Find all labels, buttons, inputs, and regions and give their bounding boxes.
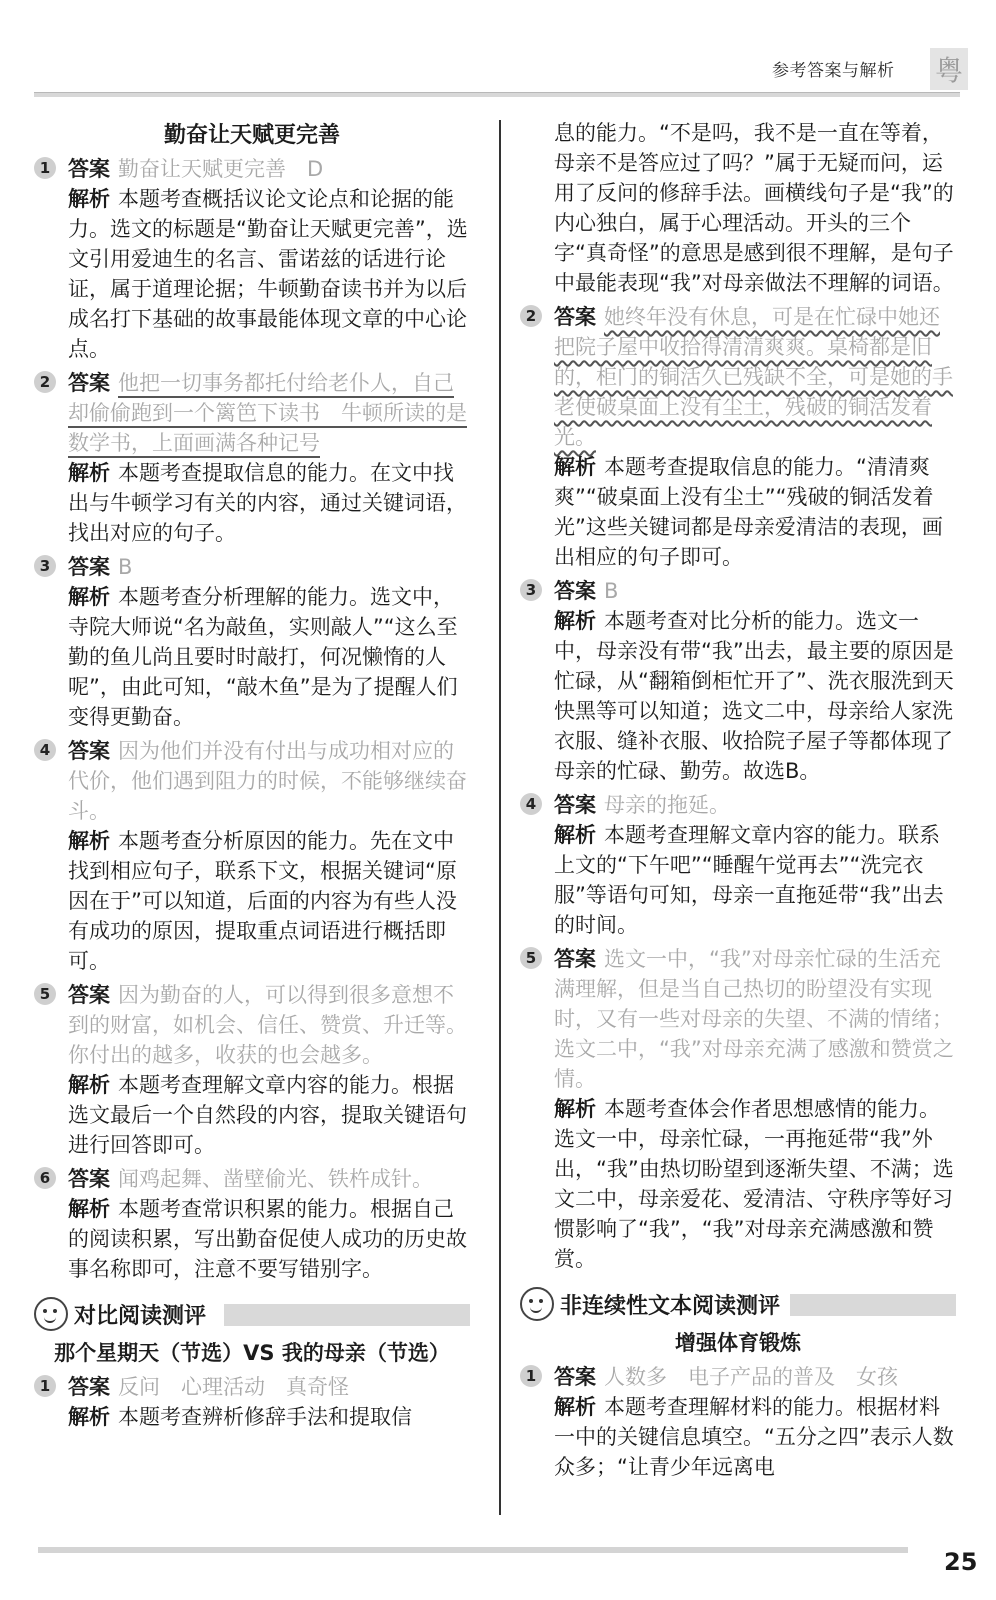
section-banner [520, 1284, 956, 1324]
explanation-label: 解析 [68, 829, 110, 853]
question-item [34, 552, 470, 732]
explanation-text: 本题考查常识积累的能力。根据自己的阅读积累，写出勤奋促使人成功的历史故事名称即可，注意不要写错别字。 [68, 1197, 467, 1281]
question-number: 5 [34, 983, 56, 1005]
answer-label: 答案 [68, 157, 110, 181]
answer-text: 他把一切事务都托付给老仆人，自己却偷偷跑到一个篱笆下读书 牛顿所读的是数学书，上面画满各种记号 [68, 371, 467, 455]
right-column [520, 118, 956, 1482]
header-title: 参考答案与解析 [772, 61, 895, 81]
header-rule [34, 92, 960, 97]
answer-text: 因为他们并没有付出与成功相对应的代价，他们遇到阻力的时候，不能够继续奋斗。 [68, 739, 467, 823]
explanation-text: 本题考查理解文章内容的能力。联系上文的“下午吧”“睡醒午觉再去”“洗完衣服”等语句可知，母亲一直拖延带“我”出去的时间。 [554, 823, 944, 937]
answer-label: 答案 [68, 555, 110, 579]
answer-label: 答案 [68, 739, 110, 763]
article-subtitle: 那个星期天（节选）VS 我的母亲（节选） [54, 1341, 450, 1365]
left-column [34, 118, 470, 1432]
column-divider [499, 120, 501, 1515]
explanation-label: 解析 [554, 1097, 596, 1121]
explanation-label: 解析 [68, 461, 110, 485]
question-number: 1 [34, 157, 56, 179]
answer-label: 答案 [68, 983, 110, 1007]
banner-title: 非连续性文本阅读测评 [560, 1289, 788, 1320]
explanation-label: 解析 [554, 455, 596, 479]
explanation-label: 解析 [68, 187, 110, 211]
question-item [520, 790, 956, 940]
reader-face-icon [520, 1287, 554, 1321]
footer-rule [38, 1547, 908, 1553]
explanation-text: 本题考查分析理解的能力。选文中，寺院大师说“名为敲鱼，实则敲人”“这么至勤的鱼儿尚且要时时敲打，何况懒惰的人呢”，由此可知，“敲木鱼”是为了提醒人们变得更勤奋。 [68, 585, 458, 729]
answer-label: 答案 [554, 947, 596, 971]
question-number: 2 [34, 371, 56, 393]
explanation-text: 息的能力。“不是吗，我不是一直在等着，母亲不是答应过了吗？”属于无疑而问，运用了反问的修辞手法。画横线句子是“我”的内心独白，属于心理活动。开头的三个字“真奇怪”的意思是感到很不理解，是句子中最能表现“我”对母亲做法不理解的词语。 [554, 121, 954, 295]
page-number: 25 [944, 1548, 978, 1576]
question-item [34, 1164, 470, 1284]
question-item [34, 1372, 470, 1432]
section-banner [34, 1294, 470, 1334]
answer-text: B [604, 579, 619, 603]
section-title: 勤奋让天赋更完善 [163, 123, 340, 148]
explanation-label: 解析 [554, 1395, 596, 1419]
question-item [34, 368, 470, 548]
question-item [34, 154, 470, 364]
explanation-text: 本题考查对比分析的能力。选文一中，母亲没有带“我”出去，最主要的原因是忙碌，从“翻箱倒柜忙开了”、洗衣服洗到天快黑等可以知道；选文二中，母亲给人家洗衣服、缝补衣服、收拾院子屋子等都体现了母亲的忙碌、勤劳。故选B。 [554, 609, 954, 783]
answer-label: 答案 [68, 371, 110, 395]
question-item [34, 980, 470, 1160]
answer-label: 答案 [68, 1375, 110, 1399]
question-number: 3 [520, 579, 542, 601]
answer-text: 她终年没有休息，可是在忙碌中她还把院子屋中收拾得清清爽爽。桌椅都是旧的，柜门的铜活久已残缺不全，可是她的手老使破桌面上没有尘土，残破的铜活发着光。 [554, 305, 953, 449]
question-number: 4 [34, 739, 56, 761]
answer-text: 勤奋让天赋更完善 D [118, 157, 324, 181]
answer-text: 选文一中，“我”对母亲忙碌的生活充满理解，但是当自己热切的盼望没有实现时，又有一些对母亲的失望、不满的情绪；选文二中，“我”对母亲充满了感激和赞赏之情。 [554, 947, 954, 1091]
question-number: 1 [34, 1375, 56, 1397]
banner-title: 对比阅读测评 [74, 1299, 214, 1330]
answer-label: 答案 [554, 1365, 596, 1389]
explanation-label: 解析 [554, 609, 596, 633]
explanation-label: 解析 [68, 585, 110, 609]
explanation-text: 本题考查分析原因的能力。先在文中找到相应句子，联系下文，根据关键词“原因在于”可以知道，后面的内容为有些人没有成功的原因，提取重点词语进行概括即可。 [68, 829, 457, 973]
answer-text: B [118, 555, 133, 579]
question-item [520, 302, 956, 572]
question-number: 1 [520, 1365, 542, 1387]
question-item [34, 736, 470, 976]
province-badge: 粤 [930, 48, 968, 90]
question-number: 2 [520, 305, 542, 327]
question-number: 3 [34, 555, 56, 577]
answer-text: 母亲的拖延。 [604, 793, 730, 817]
explanation-label: 解析 [68, 1073, 110, 1097]
question-item [520, 576, 956, 786]
explanation-label: 解析 [68, 1197, 110, 1221]
answer-label: 答案 [554, 579, 596, 603]
answer-label: 答案 [554, 793, 596, 817]
question-number: 5 [520, 947, 542, 969]
banner-bar [790, 1294, 956, 1316]
reader-face-icon [34, 1297, 68, 1331]
answer-text: 反问 心理活动 真奇怪 [118, 1375, 349, 1399]
question-item [520, 944, 956, 1274]
banner-bar [224, 1304, 470, 1326]
article-subtitle: 增强体育锻炼 [675, 1331, 801, 1355]
question-number: 6 [34, 1167, 56, 1189]
explanation-text: 本题考查体会作者思想感情的能力。选文一中，母亲忙碌，一再拖延带“我”外出，“我”由热切盼望到逐渐失望、不满；选文二中，母亲爱花、爱清洁、守秩序等好习惯影响了“我”，“我”对母亲充满感激和赞赏。 [554, 1097, 954, 1271]
explanation-text: 本题考查理解材料的能力。根据材料一中的关键信息填空。“五分之四”表示人数众多；“让青少年远离电 [554, 1395, 954, 1479]
answer-text: 因为勤奋的人，可以得到很多意想不到的财富，如机会、信任、赞赏、升迁等。你付出的越多，收获的也会越多。 [68, 983, 467, 1067]
answer-text: 闻鸡起舞、凿壁偷光、铁杵成针。 [118, 1167, 433, 1191]
explanation-text: 本题考查理解文章内容的能力。根据选文最后一个自然段的内容，提取关键语句进行回答即可。 [68, 1073, 467, 1157]
question-number: 4 [520, 793, 542, 815]
question-item [520, 1362, 956, 1482]
answer-text: 人数多 电子产品的普及 女孩 [604, 1365, 898, 1389]
answer-label: 答案 [554, 305, 596, 329]
explanation-text: 本题考查提取信息的能力。在文中找出与牛顿学习有关的内容，通过关键词语，找出对应的句子。 [68, 461, 467, 545]
explanation-text: 本题考查提取信息的能力。“清清爽爽”“破桌面上没有尘土”“残破的铜活发着光”这些关键词都是母亲爱清洁的表现，画出相应的句子即可。 [554, 455, 943, 569]
explanation-continued [520, 118, 956, 298]
explanation-label: 解析 [554, 823, 596, 847]
explanation-text: 本题考查概括议论文论点和论据的能力。选文的标题是“勤奋让天赋更完善”，选文引用爱迪生的名言、雷诺兹的话进行论证，属于道理论据；牛顿勤奋读书并为以后成名打下基础的故事最能体现文章的中心论点。 [68, 187, 468, 361]
explanation-label: 解析 [68, 1405, 110, 1429]
answer-label: 答案 [68, 1167, 110, 1191]
explanation-text: 本题考查辨析修辞手法和提取信 [118, 1405, 412, 1429]
